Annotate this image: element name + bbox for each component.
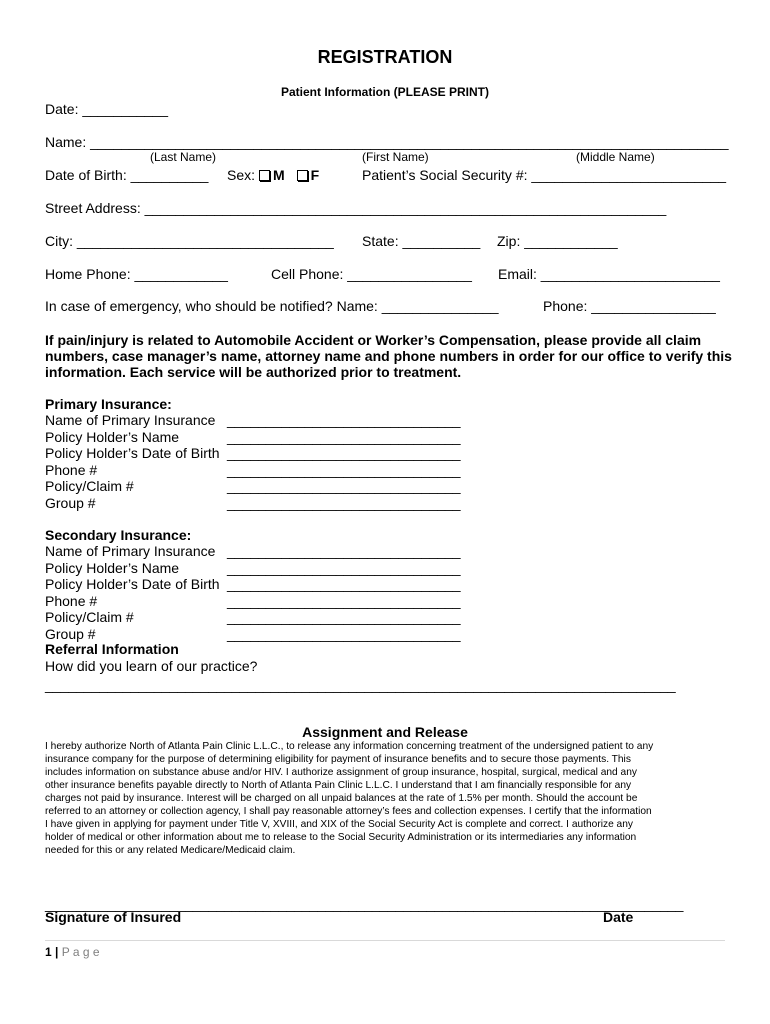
secondary-policy-claim-label: Policy/Claim # (45, 609, 134, 625)
assignment-text (45, 740, 735, 857)
assignment-line: I hereby authorize North of Atlanta Pain Clinic L.L.C., to release any information concerning treatment of the undersigned patient to any (45, 741, 654, 752)
name-blank[interactable]: __________________________________________________________________________________ (90, 134, 729, 150)
assignment-line: other insurance benefits payable directly to North of Atlanta Pain Clinic L.L.C. I understand that I am financially responsible for any (45, 780, 632, 791)
referral-question: How did you learn of our practice? (45, 658, 258, 674)
date-blank[interactable]: ___________ (82, 101, 169, 117)
primary-holder-dob-blank[interactable]: ______________________________ (227, 445, 461, 461)
secondary-insurance-blanks (227, 543, 461, 642)
state-blank[interactable]: __________ (402, 233, 481, 249)
secondary-insurance-heading: Secondary Insurance: (45, 527, 192, 543)
secondary-insurance-labels (45, 543, 220, 642)
secondary-holder-dob-blank[interactable]: ______________________________ (227, 576, 461, 592)
date-field[interactable] (45, 101, 168, 117)
emergency-phone-label: Phone: (543, 298, 588, 314)
assignment-line: includes information on substance abuse and/or HIV. I authorize assignment of group insurance, hospital, surgical, medical and any (45, 767, 637, 778)
secondary-group-label: Group # (45, 625, 96, 642)
emergency-phone-blank[interactable]: ________________ (591, 298, 716, 314)
city-label: City: (45, 233, 73, 249)
primary-phone-label: Phone # (45, 461, 98, 478)
ssn-label: Patient’s Social Security #: (362, 167, 528, 183)
primary-group-label: Group # (45, 494, 96, 511)
female-checkbox[interactable] (297, 170, 308, 181)
secondary-policy-claim-blank[interactable]: ______________________________ (227, 609, 461, 625)
ssn-field[interactable] (362, 167, 726, 183)
primary-group-blank[interactable]: ______________________________ (227, 494, 461, 511)
signature-date-label: Date (603, 909, 634, 925)
secondary-insurance-name-blank[interactable]: ______________________________ (227, 543, 461, 559)
page-word: P a g e (61, 945, 100, 959)
secondary-holder-name-blank[interactable]: ______________________________ (227, 559, 461, 576)
first-name-caption: (First Name) (362, 150, 429, 164)
primary-insurance-blanks (227, 412, 461, 511)
assignment-line: insurance company for the purpose of determining eligibility for payment of insurance benefits and to secure those payments. This (45, 754, 631, 765)
home-phone-field[interactable] (45, 266, 228, 282)
page-separator: | (55, 945, 59, 959)
email-field[interactable] (498, 266, 720, 282)
primary-insurance-heading: Primary Insurance: (45, 396, 172, 412)
dob-field[interactable] (45, 167, 208, 183)
signature-blank[interactable]: __________________________________________________________________________________ (45, 896, 684, 912)
assignment-line: charges not paid by insurance. Interest will be charged on all unpaid balances at the rate of 1.5% per month. Should the account be (45, 793, 638, 804)
signature-label: Signature of Insured (45, 909, 182, 925)
assignment-line: referred to an attorney or collection agency, I shall pay reasonable attorney’s fees and collection expenses. I certify that the information (45, 806, 652, 817)
home-phone-blank[interactable]: ____________ (134, 266, 228, 282)
date-label: Date: (45, 101, 79, 117)
home-phone-label: Home Phone: (45, 266, 131, 282)
footer-divider (45, 940, 725, 941)
last-name-caption: (Last Name) (150, 150, 217, 164)
zip-field[interactable] (497, 233, 618, 249)
page-number: 1 (45, 945, 52, 959)
state-field[interactable] (362, 233, 480, 249)
emergency-contact-field[interactable] (45, 298, 499, 314)
cell-phone-blank[interactable]: ________________ (347, 266, 472, 282)
name-label: Name: (45, 134, 87, 150)
page-title: REGISTRATION (317, 47, 453, 67)
primary-policy-claim-label: Policy/Claim # (45, 478, 134, 494)
emergency-phone-field[interactable] (543, 298, 716, 314)
assignment-line: I have given in applying for payment under Title V, XVIII, and XIX of the Social Security Act is complete and correct. I authorize any (45, 819, 633, 830)
male-option-label: M (273, 167, 285, 183)
primary-holder-dob-label: Policy Holder’s Date of Birth (45, 445, 220, 461)
city-blank[interactable]: _________________________________ (76, 233, 334, 249)
primary-policy-claim-blank[interactable]: ______________________________ (227, 478, 461, 494)
female-option-label: F (310, 167, 320, 183)
male-checkbox[interactable] (259, 170, 270, 181)
name-field[interactable] (45, 134, 729, 150)
zip-blank[interactable]: ____________ (524, 233, 618, 249)
dob-blank[interactable]: __________ (130, 167, 209, 183)
primary-insurance-name-label: Name of Primary Insurance (45, 412, 216, 428)
page-footer (45, 945, 100, 959)
sex-label: Sex: (227, 167, 256, 183)
street-address-blank[interactable]: ___________________________________________________________________ (144, 200, 667, 216)
secondary-holder-dob-label: Policy Holder’s Date of Birth (45, 576, 220, 592)
accident-notice-line: If pain/injury is related to Automobile Accident or Worker’s Compensation, please provide all claim (45, 332, 702, 348)
street-address-field[interactable] (45, 200, 666, 216)
cell-phone-field[interactable] (271, 266, 472, 282)
email-label: Email: (498, 266, 537, 282)
emergency-contact-blank[interactable]: _______________ (381, 298, 499, 314)
zip-label: Zip: (497, 233, 521, 249)
ssn-blank[interactable]: _________________________ (531, 167, 727, 183)
secondary-group-blank[interactable]: ______________________________ (227, 625, 461, 642)
primary-insurance-name-blank[interactable]: ______________________________ (227, 412, 461, 428)
referral-heading: Referral Information (45, 641, 179, 657)
accident-notice-line: numbers, case manager’s name, attorney name and phone numbers in order for our office to verify this (45, 348, 732, 364)
middle-name-caption: (Middle Name) (576, 150, 655, 164)
dob-label: Date of Birth: (45, 167, 127, 183)
city-field[interactable] (45, 233, 334, 249)
street-address-label: Street Address: (45, 200, 141, 216)
state-label: State: (362, 233, 399, 249)
primary-holder-name-blank[interactable]: ______________________________ (227, 428, 461, 445)
referral-answer-blank[interactable]: _________________________________________________________________________________ (45, 677, 676, 693)
assignment-line: needed for this or any related Medicare/Medicaid claim. (45, 845, 296, 856)
primary-phone-blank[interactable]: ______________________________ (227, 461, 461, 478)
section-subtitle: Patient Information (PLEASE PRINT) (280, 85, 489, 99)
cell-phone-label: Cell Phone: (271, 266, 344, 282)
assignment-line: holder of medical or other information about me to release to the Social Security Administration or its intermediaries any information (45, 832, 637, 843)
secondary-holder-name-label: Policy Holder’s Name (45, 559, 180, 576)
accident-notice-line: information. Each service will be authorized prior to treatment. (45, 364, 462, 380)
secondary-phone-label: Phone # (45, 592, 98, 609)
primary-holder-name-label: Policy Holder’s Name (45, 428, 180, 445)
accident-notice (45, 332, 735, 380)
sex-field (227, 167, 319, 183)
secondary-insurance-name-label: Name of Primary Insurance (45, 543, 216, 559)
emergency-contact-label: In case of emergency, who should be notified? Name: (45, 298, 378, 314)
assignment-heading: Assignment and Release (302, 724, 468, 740)
email-blank[interactable]: _______________________ (540, 266, 720, 282)
primary-insurance-labels (45, 412, 220, 511)
secondary-phone-blank[interactable]: ______________________________ (227, 592, 461, 609)
